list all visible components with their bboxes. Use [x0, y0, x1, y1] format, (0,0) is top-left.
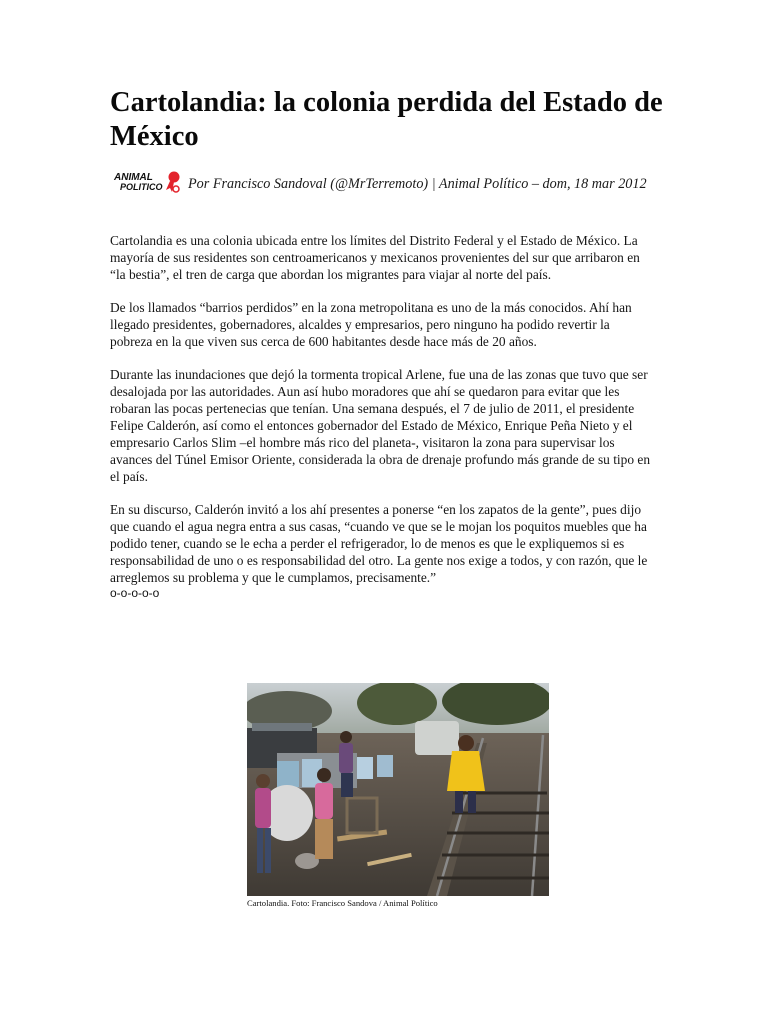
- logo-red-ring: [173, 186, 179, 192]
- paragraph-3: Durante las inundaciones que dejó la tormenta tropical Arlene, fue una de las zonas que tuvo que ser desalojada por las autoridades. Aun así hubo moradores que ahí se quedaron para evitar que les robaran las pocas pertenecias que tenían. Una semana después, el 7 de julio de 2011, el presidente Felipe Calderón, así como el entonces gobernador del Estado de México, Enrique Peña Nieto y el empresario Carlos Slim –el hombre más rico del planeta-, visitaron la zona para supervisar los avances del Túnel Emisor Oriente, considerada la obra de drenaje profundo más grande de su tipo en el país.: [110, 367, 651, 484]
- photo-caption: Cartolandia. Foto: Francisco Sandova / Animal Político: [247, 898, 438, 908]
- article-photo: [247, 683, 549, 896]
- article-title: Cartolandia: la colonia perdida del Estado de México: [110, 87, 663, 152]
- byline-text: Por Francisco Sandoval (@MrTerremoto) | Animal Político – dom, 18 mar 2012: [188, 176, 647, 192]
- photo-illustration: [247, 683, 549, 896]
- byline: [110, 168, 650, 194]
- paragraph-4: En su discurso, Calderón invitó a los ahí presentes a ponerse “en los zapatos de la gente”, pues dijo que cuando el agua negra entra a sus casas, “cuando ve que se le mojan los poquitos muebles que ha podido tener, cuando se le echa a perder el refrigerador, lo de menos es que le expliquemos si es responsabilidad de uno o es responsabilidad del otro. La gente nos exige a todos, y con razón, que le arreglemos su problema y que le cumplamos, precisamente.”: [110, 502, 648, 585]
- logo-text-top: ANIMAL: [114, 172, 153, 183]
- logo-graphic: [110, 168, 184, 194]
- paragraph-1: Cartolandia es una colonia ubicada entre los límites del Distrito Federal y el Estado de México. La mayoría de sus residentes son centroamericanos y mexicanos provenientes del sur que arribaron en “la bestia”, el tren de carga que abordan los migrantes para viajar al norte del país.: [110, 233, 640, 282]
- animal-politico-logo: [110, 168, 184, 194]
- section-separator: o-o-o-o-o: [110, 586, 160, 600]
- logo-text-bottom: POLITICO: [120, 182, 163, 192]
- logo-red-mark: [169, 172, 180, 183]
- paragraph-2: De los llamados “barrios perdidos” en la zona metropolitana es uno de la más conocidos. Ahí han llegado presidentes, gobernadores, alcaldes y empresarios, pero ninguno ha podido revertir la pobreza en la que viven sus cerca de 600 habitantes desde hace más de 20 años.: [110, 300, 632, 349]
- article-body: [110, 232, 655, 601]
